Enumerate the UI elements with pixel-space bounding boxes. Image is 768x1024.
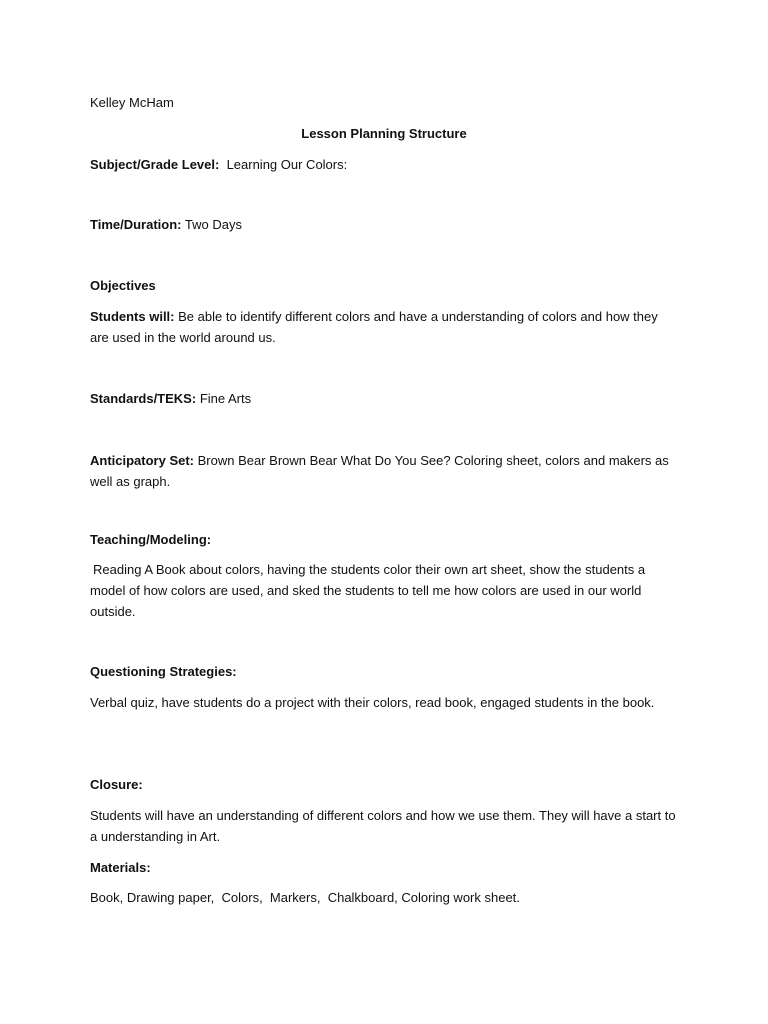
objectives-label: Students will: [90,309,175,324]
author-name: Kelley McHam [90,95,174,110]
closure-heading: Closure: [90,777,143,792]
standards-label: Standards/TEKS: [90,391,197,406]
questioning-paragraph: Verbal quiz, have students do a project with their colors, read book, engaged students in the book. [90,695,655,710]
anticipatory-value: Brown Bear Brown Bear What Do You See? Coloring sheet, colors and makers as well as graph. [90,453,669,489]
subject-label: Subject/Grade Level: [90,157,220,172]
anticipatory-paragraph [90,450,680,492]
time-label: Time/Duration: [90,217,182,232]
time-line [90,214,680,235]
questioning-heading: Questioning Strategies: [90,664,237,679]
standards-line [90,388,680,409]
materials-list: Book, Drawing paper, Colors, Markers, Chalkboard, Coloring work sheet. [90,890,520,905]
teaching-heading: Teaching/Modeling: [90,532,212,547]
objectives-paragraph [90,306,680,348]
time-value: Two Days [184,217,242,232]
closure-paragraph: Students will have an understanding of different colors and how we use them. They will have a start to a understanding in Art. [90,808,676,844]
objectives-heading: Objectives [90,278,156,293]
materials-heading: Materials: [90,860,151,875]
anticipatory-label: Anticipatory Set: [90,453,195,468]
objectives-value: Be able to identify different colors and have a understanding of colors and how they are used in the world around us. [90,309,658,345]
document-title: Lesson Planning Structure [301,126,467,141]
subject-value: Learning Our Colors: [226,157,348,172]
standards-value: Fine Arts [199,391,252,406]
teaching-paragraph: Reading A Book about colors, having the students color their own art sheet, show the students a model of how colors are used, and sked the students to tell me how colors are used in our world outside. [90,562,646,619]
subject-line [90,154,680,175]
